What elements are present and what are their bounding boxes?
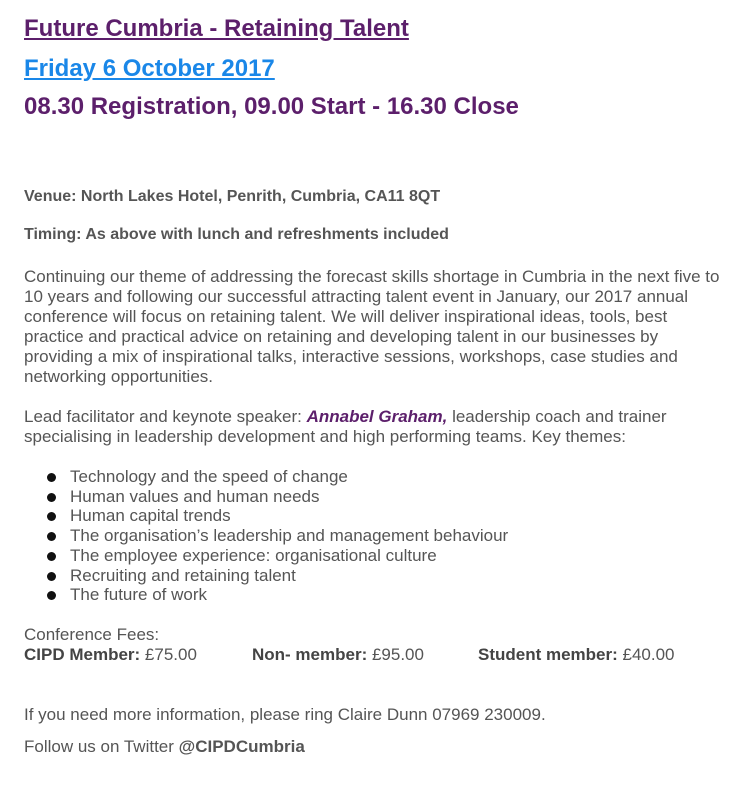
bullet-icon: [47, 473, 56, 482]
bullet-icon: [47, 572, 56, 581]
list-item: The organisation’s leadership and management behaviour: [24, 526, 726, 546]
list-item: Recruiting and retaining talent: [24, 566, 726, 586]
bullet-icon: [47, 552, 56, 561]
speaker-suffix: leadership coach and trainer specialising in leadership development and high performing teams. Key themes:: [24, 407, 667, 446]
event-date-link[interactable]: Friday 6 October 2017: [24, 55, 275, 82]
speaker-paragraph: [24, 407, 726, 447]
twitter-prefix: Follow us on Twitter: [24, 736, 179, 756]
list-item: Technology and the speed of change: [24, 467, 726, 487]
bullet-icon: [47, 591, 56, 600]
list-item: Human capital trends: [24, 506, 726, 526]
twitter-handle[interactable]: @CIPDCumbria: [178, 736, 305, 756]
event-times: 08.30 Registration, 09.00 Start - 16.30 Close: [24, 93, 519, 120]
contact-info: If you need more information, please ring Claire Dunn 07969 230009.: [24, 704, 546, 724]
timing-line: Timing: As above with lunch and refreshments included: [24, 226, 449, 243]
fee-student-price: £40.00: [617, 644, 675, 664]
list-item: Human values and human needs: [24, 487, 726, 507]
fee-non-price: £95.00: [367, 644, 424, 664]
speaker-name: Annabel Graham,: [306, 407, 448, 426]
bullet-icon: [47, 493, 56, 502]
speaker-prefix: Lead facilitator and keynote speaker:: [24, 407, 307, 426]
bullet-icon: [47, 532, 56, 541]
venue-line: Venue: North Lakes Hotel, Penrith, Cumbria, CA11 8QT: [24, 188, 441, 205]
fee-non-member: [252, 645, 478, 665]
fees-row: [24, 645, 726, 665]
bullet-icon: [47, 512, 56, 521]
fee-cipd-price: £75.00: [140, 644, 197, 664]
fee-student-label: Student member:: [478, 644, 618, 664]
fee-non-label: Non- member:: [252, 644, 368, 664]
themes-list: [24, 467, 726, 605]
twitter-line: [24, 737, 726, 757]
list-item: The employee experience: organisational culture: [24, 546, 726, 566]
event-title-link[interactable]: Future Cumbria - Retaining Talent: [24, 15, 409, 42]
intro-paragraph: Continuing our theme of addressing the forecast skills shortage in Cumbria in the next five to 10 years and following our successful attracting talent event in January, our 2017 annual conference will focus on retaining talent. We will deliver inspirational ideas, tools, best practice and practical advice on retaining and developing talent in our businesses by providing a mix of inspirational talks, interactive sessions, workshops, case studies and networking opportunities.: [24, 267, 720, 386]
list-item: The future of work: [24, 585, 726, 605]
fee-student: [478, 645, 675, 665]
fees-heading: Conference Fees:: [24, 624, 160, 644]
fee-cipd: [24, 645, 252, 665]
fee-cipd-label: CIPD Member:: [24, 644, 141, 664]
